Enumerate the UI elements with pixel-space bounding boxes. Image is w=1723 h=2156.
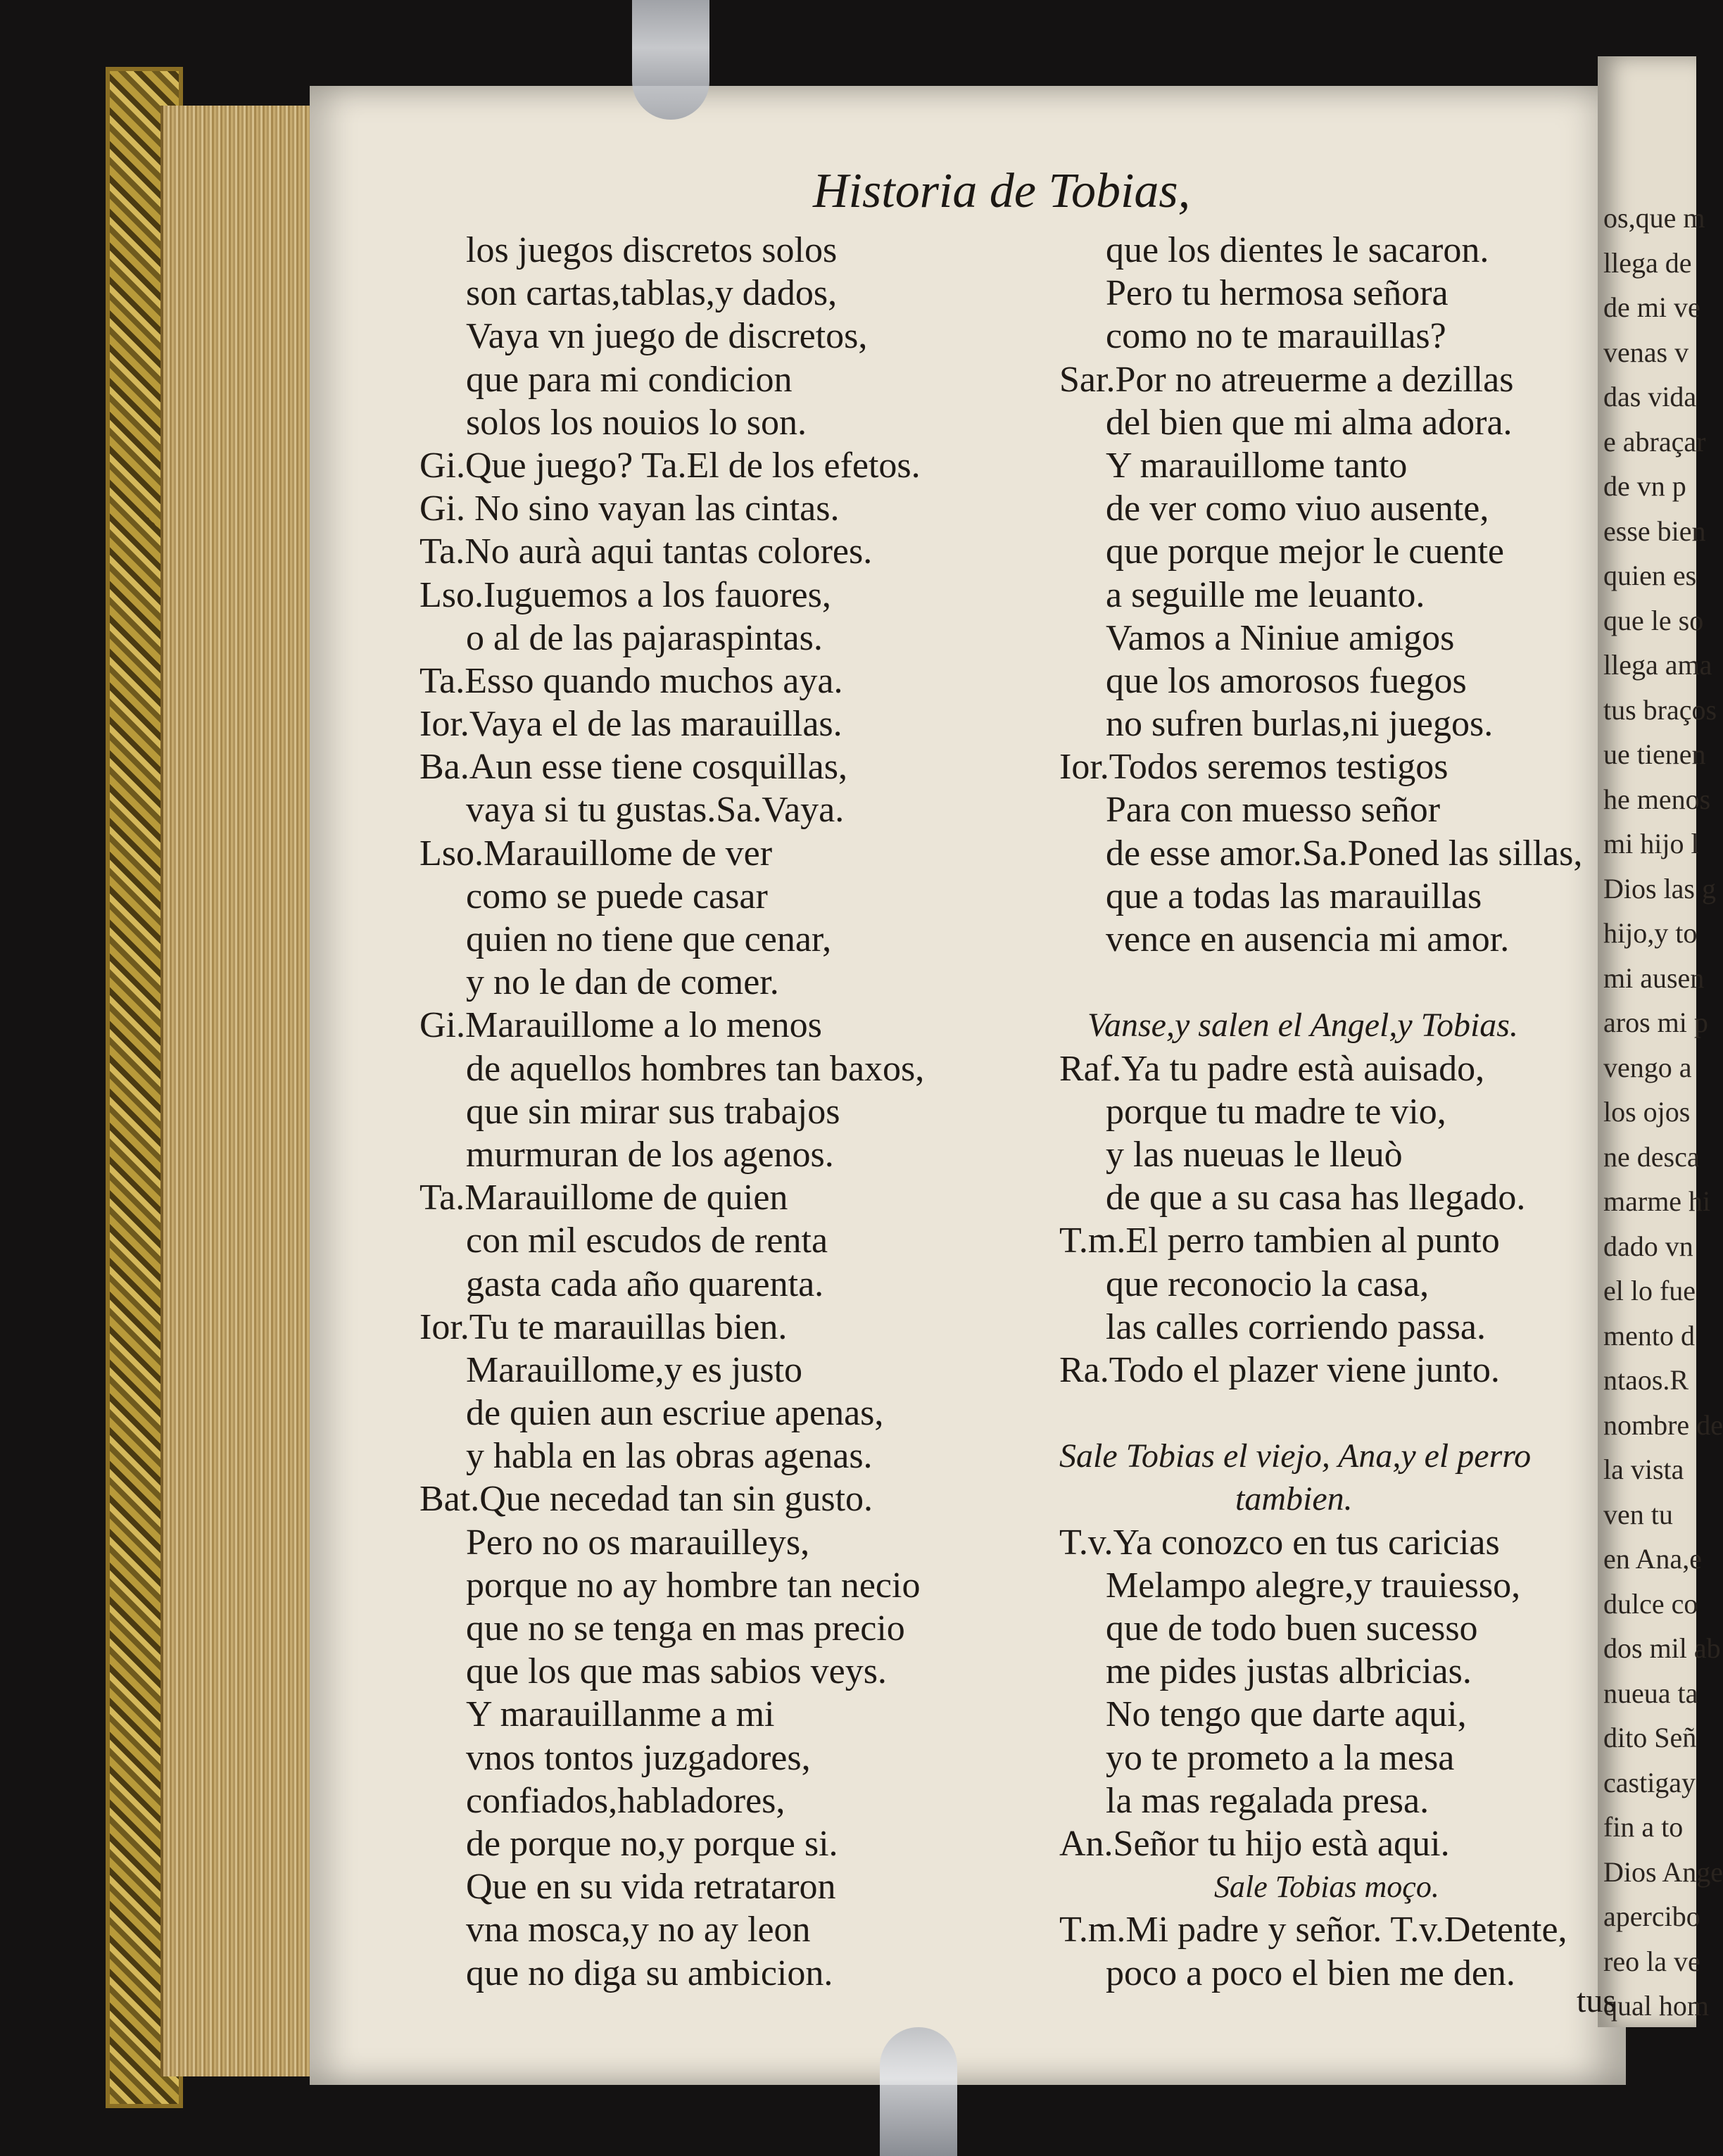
left-text-column	[419, 229, 1039, 1995]
verse-line: que de todo buen sucesso	[1106, 1608, 1478, 1648]
verse-line: y habla en las obras agenas.	[466, 1436, 873, 1477]
verse-line: que los que mas sabios veys.	[466, 1651, 887, 1692]
facing-page-line: dos mil ab	[1603, 1632, 1721, 1664]
verse-line: Vaya vn juego de discretos,	[466, 316, 868, 357]
verse-line: con mil escudos de renta	[466, 1221, 828, 1261]
verse-line: T.m.El perro tambien al punto	[1059, 1221, 1500, 1261]
facing-page-line: dulce co	[1603, 1587, 1698, 1620]
verse-line: Bat.Que necedad tan sin gusto.	[419, 1479, 873, 1520]
facing-page-line: quien es	[1603, 560, 1697, 591]
verse-line: Para con muesso señor	[1106, 790, 1441, 831]
verse-line: No tengo que darte aqui,	[1106, 1694, 1467, 1735]
verse-line: Pero no os marauilleys,	[466, 1522, 810, 1563]
verse-line: gasta cada año quarenta.	[466, 1263, 824, 1304]
verse-line: vna mosca,y no ay leon	[466, 1910, 811, 1950]
verse-line: Ra.Todo el plazer viene junto.	[1059, 1349, 1500, 1390]
verse-line: Marauillome,y es justo	[466, 1349, 803, 1390]
catchword: tus	[1577, 1982, 1617, 2019]
verse-line: confiados,habladores,	[466, 1780, 785, 1821]
verse-line: Gi.Que juego? Ta.El de los efetos.	[419, 445, 921, 486]
verse-line: Ta.No aurà aqui tantas colores.	[419, 531, 873, 572]
facing-page-line: dito Señ	[1603, 1722, 1697, 1753]
facing-page-line: de vn p	[1603, 470, 1686, 502]
facing-page-line: qual hom	[1603, 1990, 1709, 2022]
verse-line: porque tu madre te vio,	[1106, 1091, 1446, 1132]
verse-line: Ior.Vaya el de las marauillas.	[419, 704, 842, 745]
verse-line: Sar.Por no atreuerme a dezillas	[1059, 359, 1514, 400]
verse-line: no sufren burlas,ni juegos.	[1106, 704, 1494, 745]
facing-page-line: ntaos.R	[1603, 1364, 1689, 1396]
facing-page-line: nombre de	[1603, 1408, 1723, 1441]
verse-line: que reconocio la casa,	[1106, 1263, 1429, 1304]
verse-line: Lso.Iuguemos a los fauores,	[419, 574, 831, 615]
page-fore-edge	[160, 106, 327, 2076]
facing-page-line: Dios Ange	[1603, 1855, 1723, 1888]
facing-page-line: marme hi	[1603, 1185, 1711, 1217]
facing-page-line: reo la ve	[1603, 1945, 1700, 1977]
verse-line: Raf.Ya tu padre està auisado,	[1059, 1048, 1485, 1089]
verse-line: Lso.Marauillome de ver	[419, 833, 773, 874]
facing-page-line: la vista	[1603, 1454, 1684, 1485]
verse-line: de esse amor.Sa.Poned las sillas,	[1106, 833, 1583, 874]
verse-line: Ta.Esso quando muchos aya.	[419, 660, 843, 701]
facing-page-line: en Ana,e	[1603, 1543, 1702, 1575]
verse-line: Ior.Tu te marauillas bien.	[419, 1306, 788, 1347]
verse-line: Ior.Todos seremos testigos	[1059, 747, 1449, 788]
verse-line: Melampo alegre,y trauiesso,	[1106, 1565, 1521, 1606]
facing-page-line: llega ama	[1603, 649, 1712, 681]
verse-line: que porque mejor le cuente	[1106, 531, 1504, 572]
verse-line: son cartas,tablas,y dados,	[466, 273, 838, 314]
verse-line: solos los nouios lo son.	[466, 402, 807, 443]
verse-line: poco a poco el bien me den.	[1106, 1953, 1515, 1993]
facing-page-line: de mi ve	[1603, 291, 1700, 323]
verse-line: porque no ay hombre tan necio	[466, 1565, 921, 1606]
stage-direction: Sale Tobias moço.	[1214, 1870, 1439, 1905]
verse-line: y no le dan de comer.	[466, 962, 779, 1003]
verse-line: que no se tenga en mas precio	[466, 1608, 905, 1648]
verse-line: T.v.Ya conozco en tus caricias	[1059, 1522, 1500, 1563]
verse-line: me pides justas albricias.	[1106, 1651, 1472, 1692]
verse-line: Ta.Marauillome de quien	[419, 1178, 788, 1218]
facing-page-line: os,que m	[1603, 202, 1705, 234]
verse-line: de aquellos hombres tan baxos,	[466, 1048, 925, 1089]
facing-page-line: vengo a	[1603, 1051, 1692, 1083]
verse-line: Ba.Aun esse tiene cosquillas,	[419, 747, 847, 788]
verse-line: que sin mirar sus trabajos	[466, 1091, 840, 1132]
verse-line: y las nueuas le lleuò	[1106, 1134, 1403, 1175]
verse-line: que para mi condicion	[466, 359, 793, 400]
stage-direction: Vanse,y salen el Angel,y Tobias.	[1087, 1007, 1518, 1045]
facing-page-line: he menos	[1603, 783, 1711, 815]
facing-page-line: el lo fue	[1603, 1275, 1696, 1306]
facing-page-line: nueua ta	[1603, 1677, 1698, 1709]
verse-line: que a todas las marauillas	[1106, 876, 1482, 916]
verse-line: los juegos discretos solos	[466, 230, 838, 270]
facing-page-line: tus braços	[1603, 693, 1717, 726]
verse-line: Que en su vida retrataron	[466, 1867, 836, 1908]
facing-page-line: apercibo	[1603, 1900, 1700, 1932]
verse-line: Y marauillanme a mi	[466, 1694, 775, 1735]
facing-page-line: castigay	[1603, 1766, 1696, 1798]
page-clip-bottom	[880, 2027, 957, 2156]
verse-line: T.m.Mi padre y señor. T.v.Detente,	[1059, 1910, 1567, 1950]
stage-direction: tambien.	[1235, 1480, 1353, 1518]
facing-page-line: mento d	[1603, 1319, 1695, 1351]
verse-line: An.Señor tu hijo està aqui.	[1059, 1823, 1450, 1864]
verse-line: quien no tiene que cenar,	[466, 919, 832, 959]
verse-line: a seguille me leuanto.	[1106, 574, 1425, 615]
blank-line	[1059, 961, 1615, 1004]
verse-line: vaya si tu gustas.Sa.Vaya.	[466, 790, 845, 831]
verse-line: las calles corriendo passa.	[1106, 1306, 1487, 1347]
facing-page-line: dado vn	[1603, 1230, 1693, 1262]
verse-line: como se puede casar	[466, 876, 768, 916]
facing-page-line: fin a to	[1603, 1811, 1684, 1843]
facing-page-line: hijo,y to	[1603, 917, 1698, 949]
verse-line: que los dientes le sacaron.	[1106, 230, 1489, 270]
facing-page-line: llega de	[1603, 246, 1692, 279]
verse-line: de ver como viuo ausente,	[1106, 488, 1489, 529]
verse-line: que no diga su ambicion.	[466, 1953, 833, 1993]
verse-line: murmuran de los agenos.	[466, 1134, 834, 1175]
verse-line: de quien aun escriue apenas,	[466, 1393, 884, 1434]
verse-line: la mas regalada presa.	[1106, 1780, 1429, 1821]
verse-line: vnos tontos juzgadores,	[466, 1737, 811, 1778]
facing-page-line: ue tienen	[1603, 738, 1706, 770]
verse-line: del bien que mi alma adora.	[1106, 402, 1513, 443]
verse-line: o al de las pajaraspintas.	[466, 617, 823, 658]
facing-page-line: los ojos	[1603, 1096, 1691, 1128]
page-clip-top	[632, 0, 709, 120]
facing-page-line: das vida	[1603, 381, 1697, 412]
verse-line: de porque no,y porque si.	[466, 1823, 838, 1864]
facing-page-line: mi hijo l	[1603, 828, 1699, 859]
facing-page-line: e abraçar	[1603, 425, 1706, 458]
facing-page-line: que le so	[1603, 604, 1704, 636]
verse-line: vence en ausencia mi amor.	[1106, 919, 1510, 959]
running-header: Historia de Tobias,	[813, 164, 1191, 218]
verse-line: Pero tu hermosa señora	[1106, 273, 1449, 314]
facing-page-line: ne desca	[1603, 1140, 1700, 1173]
facing-page-line: mi ausen	[1603, 962, 1705, 994]
stage-direction: Sale Tobias el viejo, Ana,y el perro	[1059, 1437, 1532, 1475]
facing-page-line: Dios las g	[1603, 872, 1716, 904]
facing-page-line: esse bien	[1603, 515, 1706, 547]
facing-page-line: aros mi p	[1603, 1007, 1708, 1038]
right-text-column	[1059, 229, 1615, 1995]
verse-line: de que a su casa has llegado.	[1106, 1178, 1526, 1218]
verse-line: como no te marauillas?	[1106, 316, 1446, 357]
verse-line: Y marauillome tanto	[1106, 445, 1408, 486]
blank-line	[1059, 1392, 1615, 1435]
verse-line: yo te prometo a la mesa	[1106, 1737, 1455, 1778]
verse-line: Vamos a Niniue amigos	[1106, 617, 1455, 658]
verse-line: Gi.Marauillome a lo menos	[419, 1005, 822, 1046]
facing-page-line: ven tu	[1603, 1498, 1673, 1530]
verse-line: Gi. No sino vayan las cintas.	[419, 488, 840, 529]
facing-page-line: venas v	[1603, 336, 1689, 368]
verse-line: que los amorosos fuegos	[1106, 660, 1467, 701]
